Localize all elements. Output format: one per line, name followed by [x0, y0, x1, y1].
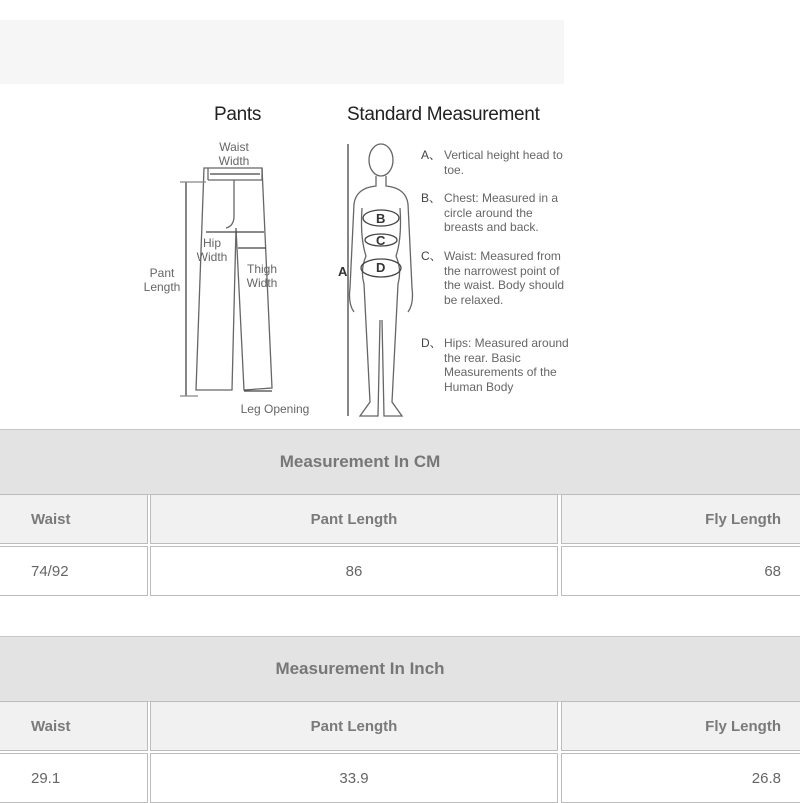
pants-title: Pants [214, 104, 262, 125]
legend-b [421, 191, 571, 235]
cm-header-fly-length: Fly Length [561, 494, 800, 544]
inch-value-fly-length: 26.8 [561, 753, 800, 803]
cm-section-header [0, 429, 800, 495]
inch-value-waist: 29.1 [0, 753, 148, 803]
hip-width-label: Hip Width [196, 236, 228, 264]
thigh-width-label: Thigh Width [246, 262, 278, 290]
letter-b: B [376, 211, 386, 226]
inch-header-fly-length: Fly Length [561, 701, 800, 751]
legend-a-text: Vertical height head to toe. [444, 148, 563, 177]
legend-b-text: Chest: Measured in a circle around the breasts and back. [444, 191, 559, 234]
figure-head [369, 144, 393, 176]
inch-value-pant-length: 33.9 [150, 753, 558, 803]
inch-section-header [0, 636, 800, 702]
letter-a: A [338, 264, 348, 279]
legend-c [421, 249, 571, 307]
legend-c-key: C、 [421, 249, 442, 263]
legend-a-key: A、 [421, 148, 442, 162]
top-band [0, 20, 564, 84]
inch-section-title: Measurement In Inch [275, 659, 445, 678]
size-diagram [0, 88, 600, 428]
legend-a [421, 148, 581, 177]
inch-header-pant-length: Pant Length [150, 701, 558, 751]
legend-b-key: B、 [421, 191, 442, 205]
cm-header-waist: Waist [0, 494, 148, 544]
standard-measurement-title: Standard Measurement [347, 104, 540, 125]
legend-c-text: Waist: Measured from the narrowest point of the waist. Body should be relaxed. [444, 249, 565, 307]
pants-fly [226, 180, 234, 228]
cm-value-fly-length: 68 [561, 546, 800, 596]
leg-opening-label: Leg Opening [240, 402, 310, 416]
cm-value-waist: 74/92 [0, 546, 148, 596]
inch-header-waist: Waist [0, 701, 148, 751]
legend-d [421, 336, 581, 394]
pant-length-label: Pant Length [143, 266, 181, 294]
legend-d-key: D、 [421, 336, 442, 350]
letter-d: D [376, 260, 386, 275]
cm-header-pant-length: Pant Length [150, 494, 558, 544]
cm-value-pant-length: 86 [150, 546, 558, 596]
legend-d-text: Hips: Measured around the rear. Basic Measurements of the Human Body [444, 336, 569, 394]
waist-width-label: Waist Width [218, 140, 250, 168]
letter-c: C [376, 233, 386, 248]
cm-section-title: Measurement In CM [279, 452, 441, 471]
